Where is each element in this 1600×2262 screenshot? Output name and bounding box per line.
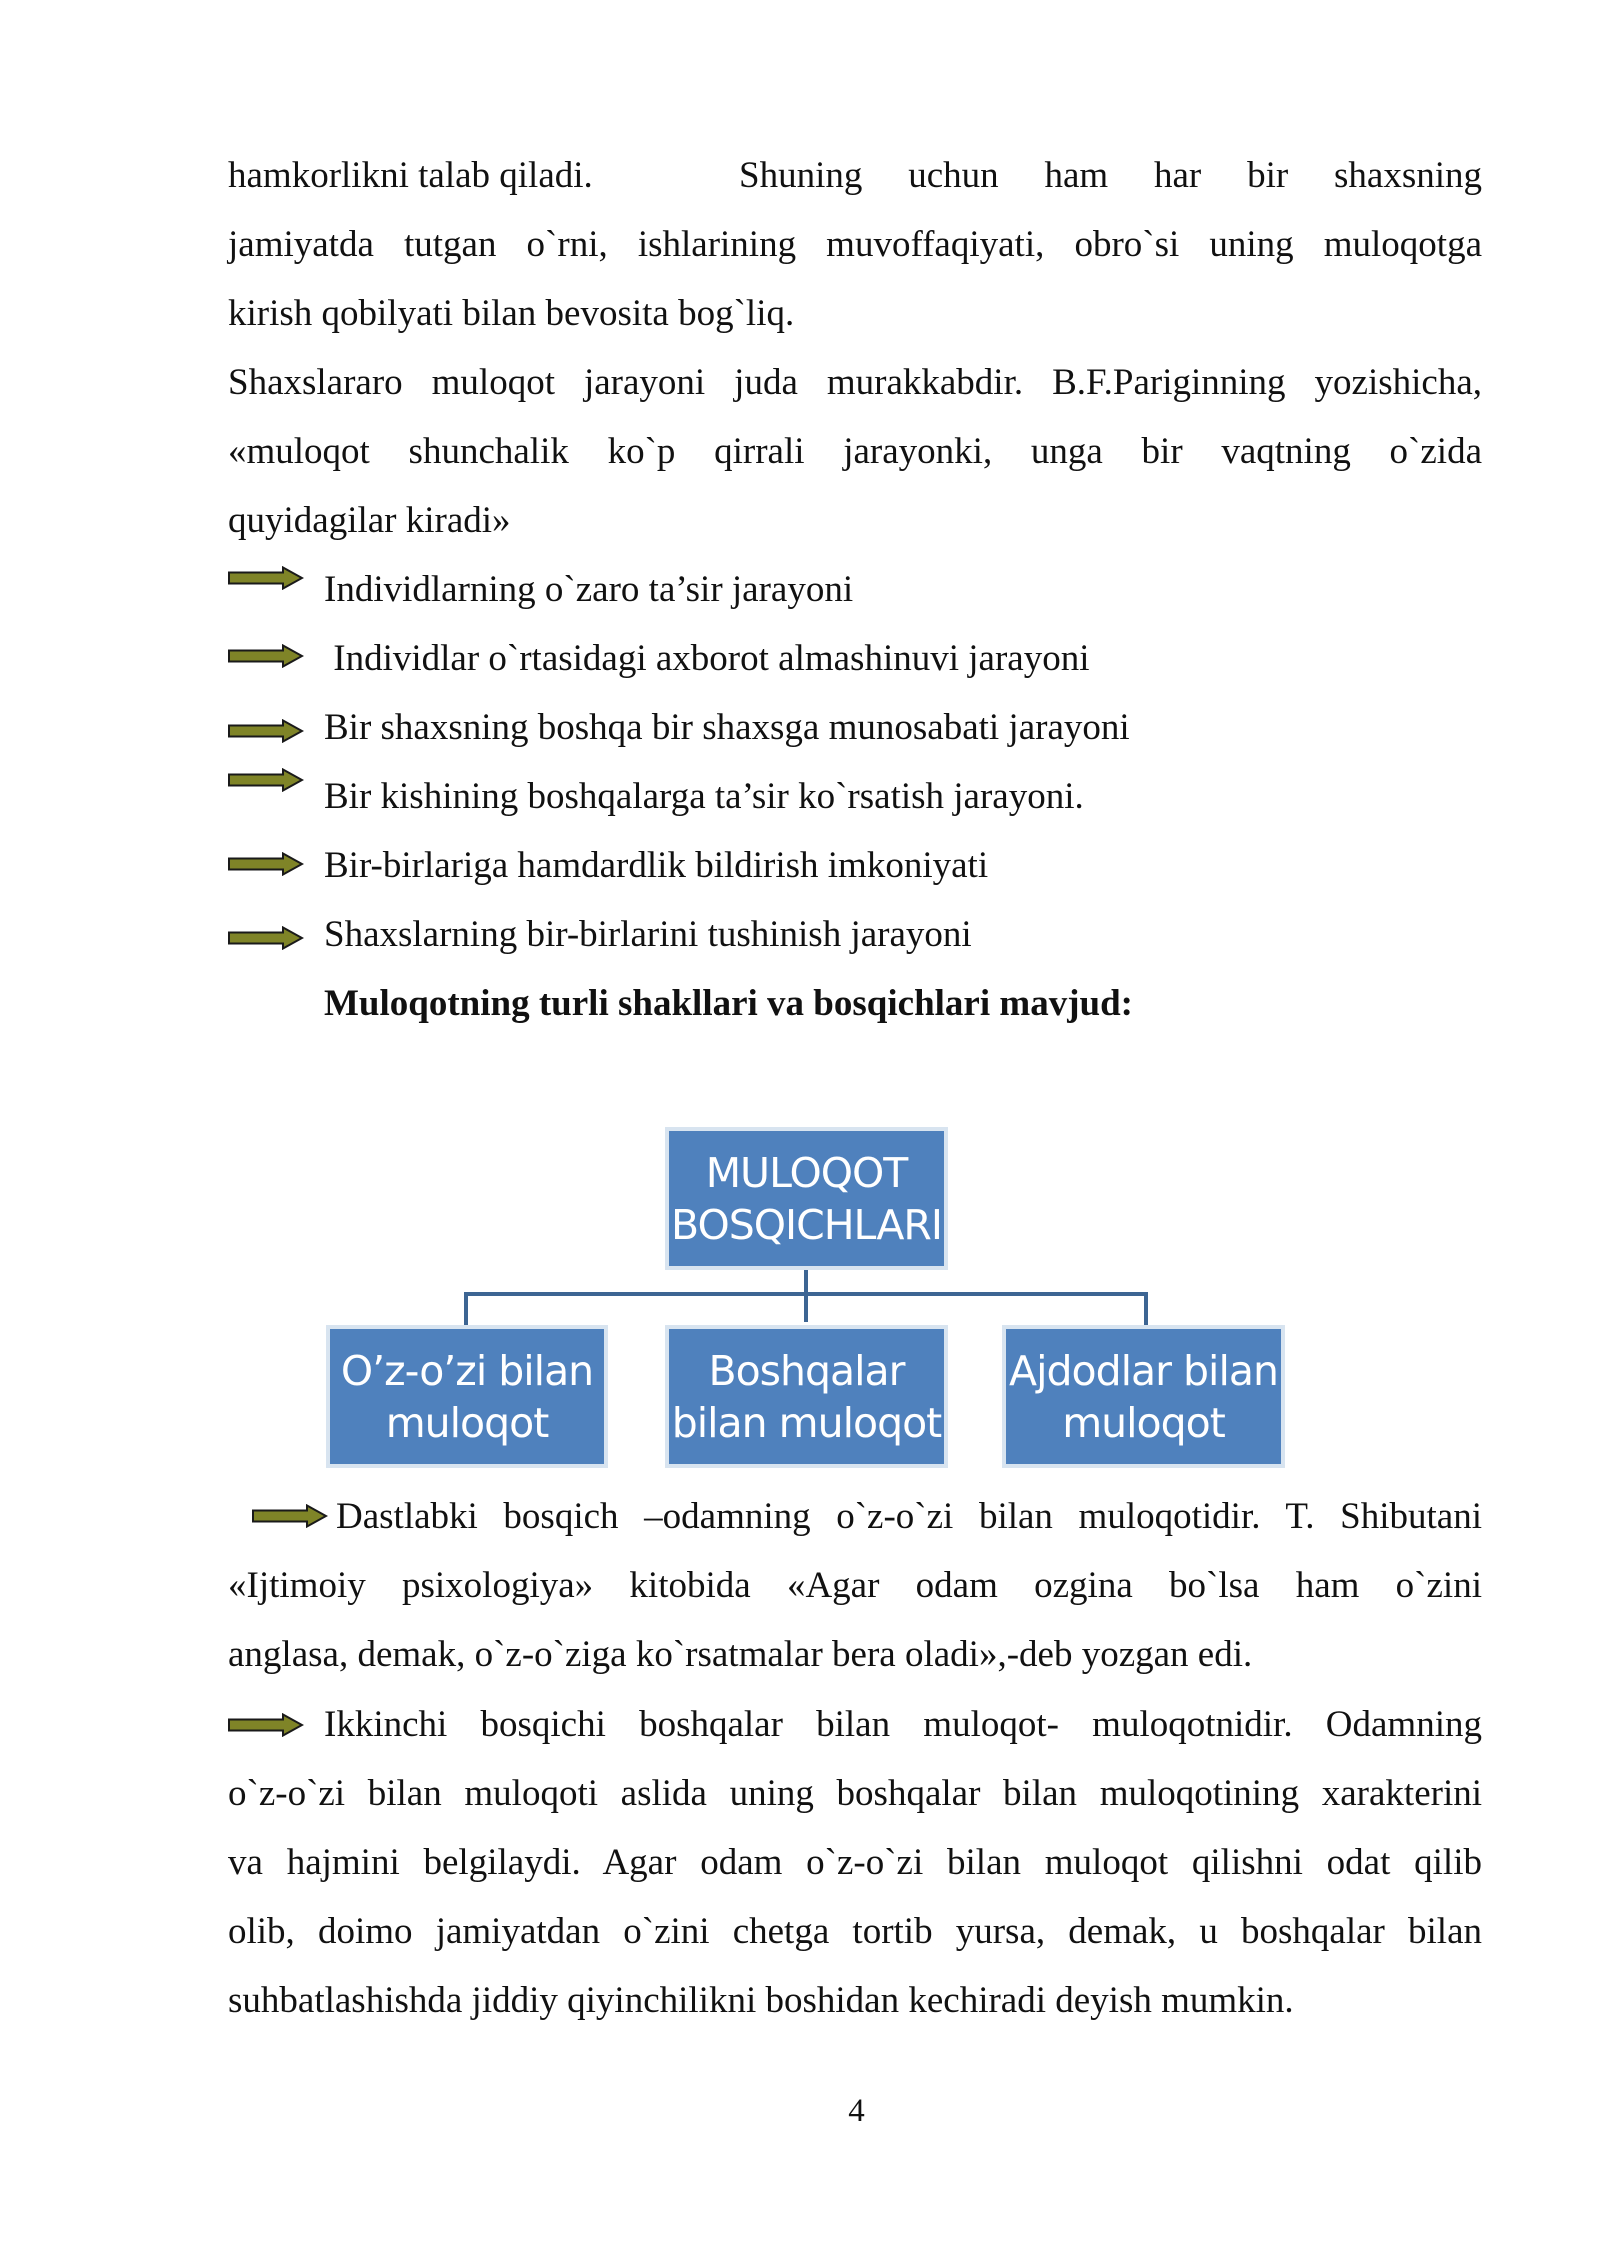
diagram-child-line: muloqot bbox=[1062, 1398, 1225, 1447]
diagram-child-line: muloqot bbox=[385, 1398, 549, 1447]
paragraph-line: Shaxslararo muloqot jarayoni juda murakkabdir. B.F.Pariginning yozishicha, bbox=[228, 362, 1482, 403]
diagram-root-line: BOSQICHLARI bbox=[671, 1200, 942, 1249]
paragraph-line: jamiyatda tutgan o`rni, ishlarining muvoffaqiyati, obro`si uning muloqotga bbox=[228, 224, 1482, 265]
diagram-child-line: Boshqalar bbox=[708, 1346, 905, 1395]
paragraph-line: quyidagilar kiradi» bbox=[228, 500, 511, 541]
diagram-child-box bbox=[330, 1329, 604, 1464]
paragraph-line: suhbatlashishda jiddiy qiyinchilikni boshidan kechiradi deyish mumkin. bbox=[228, 1980, 1294, 2021]
diagram-root-line: MULOQOT bbox=[705, 1148, 908, 1197]
bullet-item: Individlarning o`zaro ta’sir jarayoni bbox=[324, 569, 854, 610]
bullet-item: Individlar o`rtasidagi axborot almashinuvi jarayoni bbox=[324, 638, 1090, 679]
section-heading: Muloqotning turli shakllari va bosqichlari mavjud: bbox=[324, 983, 1133, 1024]
diagram-child-line: bilan muloqot bbox=[671, 1398, 942, 1447]
diagram-root-box bbox=[669, 1131, 944, 1266]
paragraph-line: kirish qobilyati bilan bevosita bog`liq. bbox=[228, 293, 795, 334]
diagram-child-box bbox=[1006, 1329, 1281, 1464]
diagram-child-box bbox=[669, 1329, 944, 1464]
paragraph-line: «muloqot shunchalik ko`p qirrali jarayonki, unga bir vaqtning o`zida bbox=[228, 431, 1482, 472]
arrow-right-icon bbox=[252, 1504, 328, 1528]
paragraph-line: o`z-o`zi bilan muloqoti aslida uning boshqalar bilan muloqotining xarakterini bbox=[228, 1773, 1482, 1814]
paragraph-line: Ikkinchi bosqichi boshqalar bilan muloqot- muloqotnidir. Odamning bbox=[324, 1704, 1482, 1745]
bullet-item: Bir kishining boshqalarga ta’sir ko`rsatish jarayoni. bbox=[324, 776, 1084, 817]
paragraph-line: va hajmini belgilaydi. Agar odam o`z-o`zi bilan muloqot qilishni odat qilib bbox=[228, 1842, 1482, 1883]
diagram-child-line: Ajdodlar bilan bbox=[1009, 1346, 1278, 1395]
paragraph-text: Shuning uchun ham har bir shaxsning bbox=[739, 155, 1482, 196]
bullet-item: Bir-birlariga hamdardlik bildirish imkoniyati bbox=[324, 845, 989, 886]
diagram-child-line: O’z-o’zi bilan bbox=[340, 1346, 594, 1395]
page-number: 4 bbox=[848, 2093, 865, 2129]
paragraph-line: olib, doimo jamiyatdan o`zini chetga tortib yursa, demak, u boshqalar bilan bbox=[228, 1911, 1482, 1952]
paragraph-line: «Ijtimoiy psixologiya» kitobida «Agar odam ozgina bo`lsa ham o`zini bbox=[228, 1565, 1482, 1606]
bullet-item: Shaxslarning bir-birlarini tushinish jarayoni bbox=[324, 914, 972, 955]
arrow-right-icon bbox=[228, 1713, 304, 1737]
bullet-item: Bir shaxsning boshqa bir shaxsga munosabati jarayoni bbox=[324, 707, 1130, 748]
paragraph-text: hamkorlikni talab qiladi. bbox=[228, 155, 593, 196]
paragraph-line: Dastlabki bosqich –odamning o`z-o`zi bilan muloqotidir. T. Shibutani bbox=[336, 1496, 1482, 1537]
paragraph-line: anglasa, demak, o`z-o`ziga ko`rsatmalar bera oladi»,-deb yozgan edi. bbox=[228, 1634, 1253, 1675]
